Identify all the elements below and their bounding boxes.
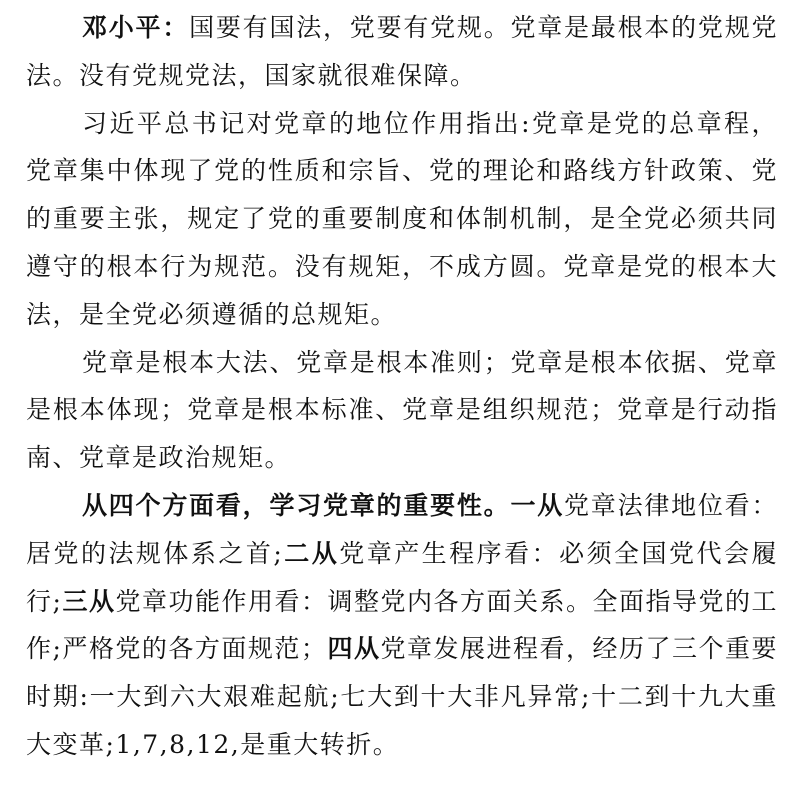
document-body	[26, 4, 778, 769]
quote-speaker: 邓小平：	[82, 13, 190, 42]
paragraph-party-constitution-roles	[26, 339, 778, 482]
aspect-label-1: 一从	[510, 490, 565, 520]
aspect-text-2: 党章产生程序看：必须全国党代会履行;	[26, 538, 778, 616]
paragraph-deng-xiaoping-quote	[26, 4, 778, 100]
four-aspects-heading: 从四个方面看，学习党章的重要性。	[82, 490, 511, 520]
paragraph-four-aspects	[26, 482, 778, 769]
aspect-label-2: 二从	[283, 538, 340, 568]
aspect-text-3: 党章功能作用看：调整党内各方面关系。全面指导党的工作;严格党的各方面规范；	[26, 586, 778, 664]
remarks-text: 习近平总书记对党章的地位作用指出:党章是党的总章程，党章集中体现了党的性质和宗旨、党的理论和路线方针政策、党的重要主张，规定了党的重要制度和体制机制，是全党必须共同遵守的根本行为规范。没有规矩，不成方圆。党章是党的根本大法，是全党必须遵循的总规矩。	[26, 108, 778, 329]
aspect-text-1: 党章法律地位看：居党的法规体系之首;	[26, 490, 778, 568]
quote-text: 国要有国法，党要有党规。党章是最根本的党规党法。没有党规党法，国家就很难保障。	[26, 13, 778, 90]
aspect-label-4: 四从	[327, 634, 381, 664]
aspect-label-3: 三从	[62, 586, 116, 616]
aspect-text-4: 党章发展进程看，经历了三个重要时期:一大到六大艰难起航;七大到十大非凡异常;十二到十九大重大变革;1,7,8,12,是重大转折。	[26, 634, 778, 759]
roles-text: 党章是根本大法、党章是根本准则；党章是根本依据、党章是根本体现；党章是根本标准、党章是组织规范；党章是行动指南、党章是政治规矩。	[26, 347, 778, 473]
paragraph-xi-jinping-remarks	[26, 100, 778, 339]
